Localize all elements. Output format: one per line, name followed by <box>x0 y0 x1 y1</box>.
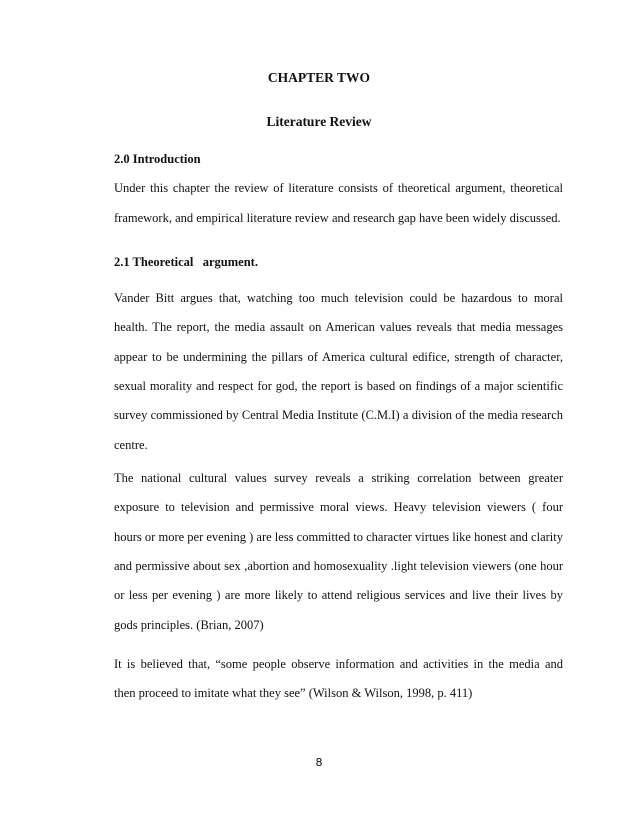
text-line: framework, and empirical literature review and research gap have been widely discussed. <box>114 211 561 225</box>
text-line: survey commissioned by Central Media Institute (C.M.I) a division of the media research <box>114 408 563 422</box>
page-number: 8 <box>315 756 323 769</box>
text-line: hours or more per evening ) are less committed to character virtues like honest and clarity <box>114 530 563 544</box>
text-line: and permissive about sex ,abortion and homosexuality .light television viewers (one hour <box>114 559 563 573</box>
text-line: sexual morality and respect for god, the report is based on findings of a major scientific <box>114 379 563 393</box>
text-line: Vander Bitt argues that, watching too much television could be hazardous to moral <box>114 291 563 305</box>
text-line: gods principles. (Brian, 2007) <box>114 618 264 632</box>
text-line: exposure to television and permissive moral views. Heavy television viewers ( four <box>114 500 563 514</box>
text-line: then proceed to imitate what they see” (Wilson & Wilson, 1998, p. 411) <box>114 686 473 700</box>
text-line: Under this chapter the review of literature consists of theoretical argument, theoretical <box>114 181 563 195</box>
text-line: appear to be undermining the pillars of America cultural edifice, strength of character, <box>114 350 563 364</box>
section-title: Literature Review <box>266 114 372 129</box>
text-line: The national cultural values survey reveals a striking correlation between greater <box>114 471 563 485</box>
section-heading-theoretical-argument: 2.1 Theoretical argument. <box>114 255 258 269</box>
chapter-title: CHAPTER TWO <box>267 70 371 85</box>
text-line: health. The report, the media assault on American values reveals that media messages <box>114 320 563 334</box>
text-line: or less per evening ) are more likely to attend religious services and live their lives by <box>114 588 563 602</box>
text-line: It is believed that, “some people observe information and activities in the media and <box>114 657 563 671</box>
section-heading-introduction: 2.0 Introduction <box>114 152 201 166</box>
text-line: centre. <box>114 438 148 452</box>
